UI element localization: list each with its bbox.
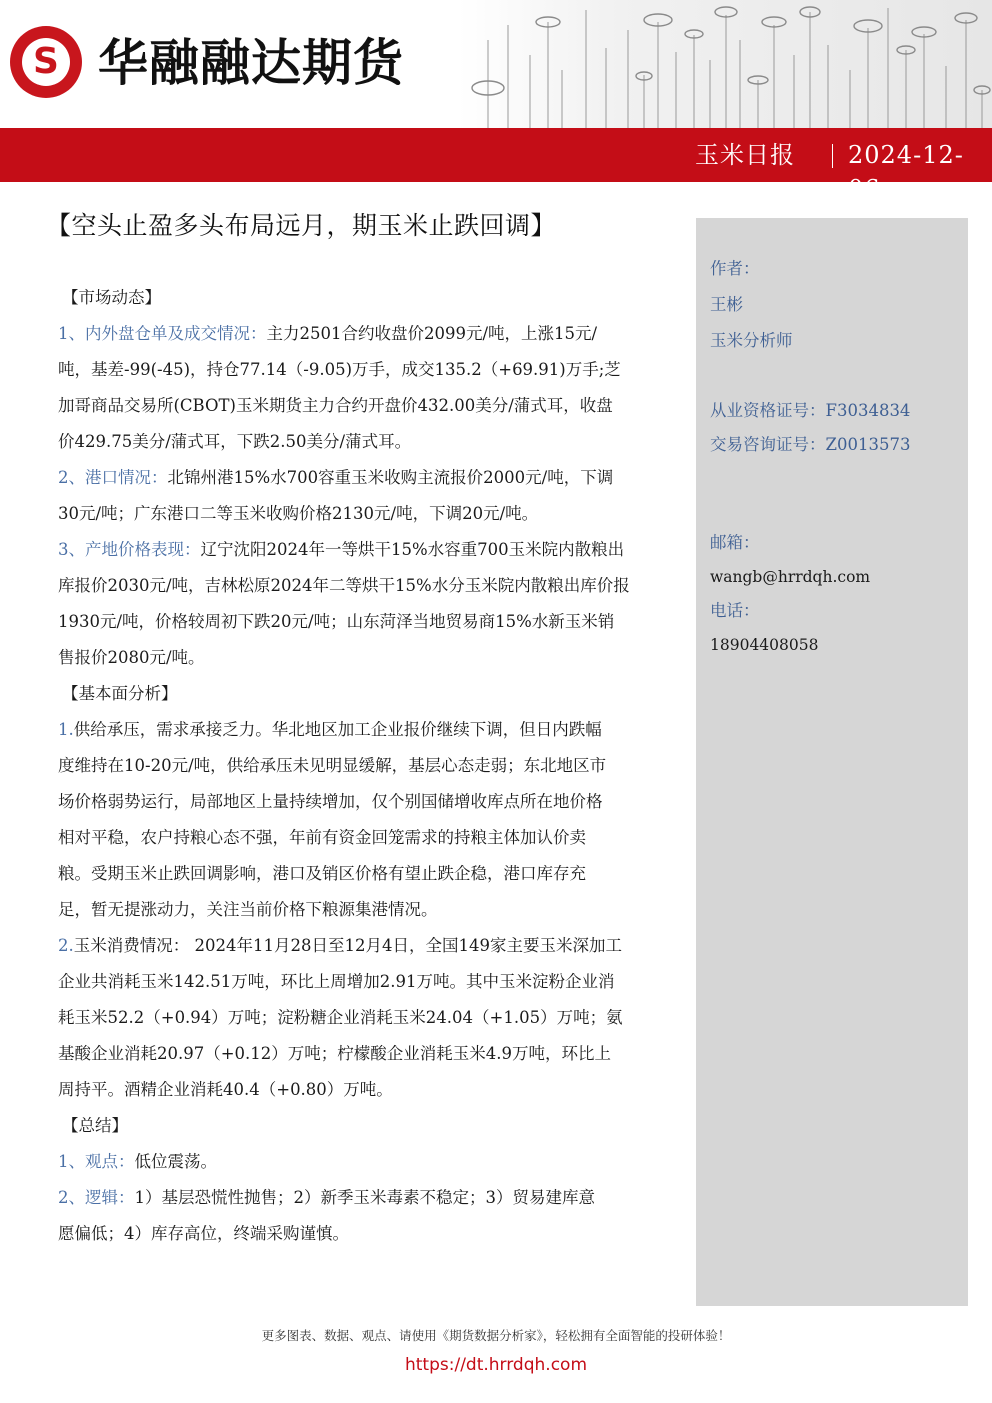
market-paragraph-3 — [58, 532, 688, 676]
section-heading-market: 【市场动态】 — [62, 288, 161, 307]
text-line: 企业共消耗玉米142.51万吨，环比上周增加2.91万吨。其中玉米淀粉企业消 — [58, 972, 615, 991]
text-line: 愿偏低；4）库存高位，终端采购谨慎。 — [58, 1224, 349, 1243]
summary-paragraph-1 — [58, 1144, 688, 1180]
logo-s-icon — [10, 26, 82, 98]
advisory-cert-label: 交易咨询证号： — [710, 435, 826, 454]
logo-letter: S — [33, 41, 59, 82]
qualification-cert — [710, 398, 910, 424]
phone-value: 18904408058 — [710, 636, 819, 654]
fundamentals-paragraph-2 — [58, 928, 688, 1108]
market-paragraph-2 — [58, 460, 688, 532]
text-line: 吨，基差-99(-45)，持仓77.14（-9.05)万手，成交135.2（+69.91)万手;芝 — [58, 360, 621, 379]
text-line: 基酸企业消耗20.97（+0.12）万吨；柠檬酸企业消耗玉米4.9万吨，环比上 — [58, 1044, 612, 1063]
text-line: 场价格弱势运行，局部地区上量持续增加，仅个别国储增收库点所在地价格 — [58, 792, 603, 811]
main-content — [58, 280, 688, 1252]
text-line: 足，暂无提涨动力，关注当前价格下粮源集港情况。 — [58, 900, 438, 919]
text-line: 主力2501合约收盘价2099元/吨，上涨15元/ — [266, 324, 598, 343]
report-date: 2024-12-06 — [848, 141, 964, 203]
text-line: 相对平稳，农户持粮心态不强，年前有资金回笼需求的持粮主体加认价卖 — [58, 828, 586, 847]
market-label-1: 1、内外盘仓单及成交情况： — [58, 324, 267, 343]
text-line: 库报价2030元/吨，吉林松原2024年二等烘干15%水分玉米院内散粮出库价报 — [58, 576, 630, 595]
report-title: 【空头止盈多头布局远月，期玉米止跌回调】 — [46, 211, 557, 240]
text-line: 1930元/吨，价格较周初下跌20元/吨；山东菏泽当地贸易商15%水新玉米销 — [58, 612, 615, 631]
report-type: 玉米日报 — [695, 141, 795, 169]
text-line: 供给承压，需求承接乏力。华北地区加工企业报价继续下调，但日内跌幅 — [73, 720, 602, 739]
phone-label: 电话： — [710, 601, 760, 620]
header-divider — [832, 144, 833, 168]
text-line: 度维持在10-20元/吨，供给承压未见明显缓解，基层心态走弱；东北地区市 — [58, 756, 607, 775]
text-line: 粮。受期玉米止跌回调影响，港口及销区价格有望止跌企稳，港口库存充 — [58, 864, 586, 883]
email-value[interactable]: wangb@hrrdqh.com — [710, 568, 871, 586]
text-line: 价429.75美分/蒲式耳，下跌2.50美分/蒲式耳。 — [58, 432, 412, 451]
author-title: 玉米分析师 — [710, 331, 793, 350]
text-line: 30元/吨；广东港口二等玉米收购价格2130元/吨，下调20元/吨。 — [58, 504, 539, 523]
summary-label-1: 1、观点： — [58, 1152, 135, 1171]
text-line: 售报价2080元/吨。 — [58, 648, 205, 667]
brand-name: 华融融达期货 — [98, 34, 404, 92]
text-line: 耗玉米52.2（+0.94）万吨；淀粉糖企业消耗玉米24.04（+1.05）万吨；氨 — [58, 1008, 623, 1027]
summary-paragraph-2 — [58, 1180, 688, 1252]
summary-label-2: 2、逻辑： — [58, 1188, 135, 1207]
footer-link[interactable]: https://dt.hrrdqh.com — [404, 1355, 588, 1375]
section-heading-fundamentals: 【基本面分析】 — [62, 684, 178, 703]
header-band — [0, 128, 992, 182]
section-heading-summary: 【总结】 — [62, 1116, 128, 1135]
author-name: 王彬 — [710, 295, 743, 314]
footer-note: 更多图表、数据、观点、请使用《期货数据分析家》，轻松拥有全面智能的投研体验！ — [261, 1328, 731, 1343]
text-line: 玉米消费情况： 2024年11月28日至12月4日，全国149家主要玉米深加工 — [73, 936, 622, 955]
decorative-lines-graphic — [458, 0, 992, 128]
email-label: 邮箱： — [710, 533, 760, 552]
qualification-cert-label: 从业资格证号： — [710, 401, 826, 420]
market-paragraph-1 — [58, 316, 688, 460]
fundamentals-label-2: 2. — [58, 936, 74, 955]
text-line: 辽宁沈阳2024年一等烘干15%水容重700玉米院内散粮出 — [200, 540, 625, 559]
text-line: 北锦州港15%水700容重玉米收购主流报价2000元/吨，下调 — [167, 468, 614, 487]
advisory-cert — [710, 432, 910, 458]
fundamentals-paragraph-1 — [58, 712, 688, 928]
advisory-cert-value: Z0013573 — [825, 435, 911, 454]
text-line: 1）基层恐慌性抛售；2）新季玉米毒素不稳定；3）贸易建库意 — [134, 1188, 595, 1207]
text-line: 加哥商品交易所(CBOT)玉米期货主力合约开盘价432.00美分/蒲式耳，收盘 — [58, 396, 613, 415]
market-label-3: 3、产地价格表现： — [58, 540, 201, 559]
author-sidebar — [696, 218, 968, 1306]
author-label: 作者： — [710, 259, 760, 278]
text-line: 低位震荡。 — [134, 1152, 217, 1171]
text-line: 周持平。酒精企业消耗40.4（+0.80）万吨。 — [58, 1080, 393, 1099]
market-label-2: 2、港口情况： — [58, 468, 168, 487]
qualification-cert-value: F3034834 — [825, 401, 911, 420]
fundamentals-label-1: 1. — [58, 720, 74, 739]
